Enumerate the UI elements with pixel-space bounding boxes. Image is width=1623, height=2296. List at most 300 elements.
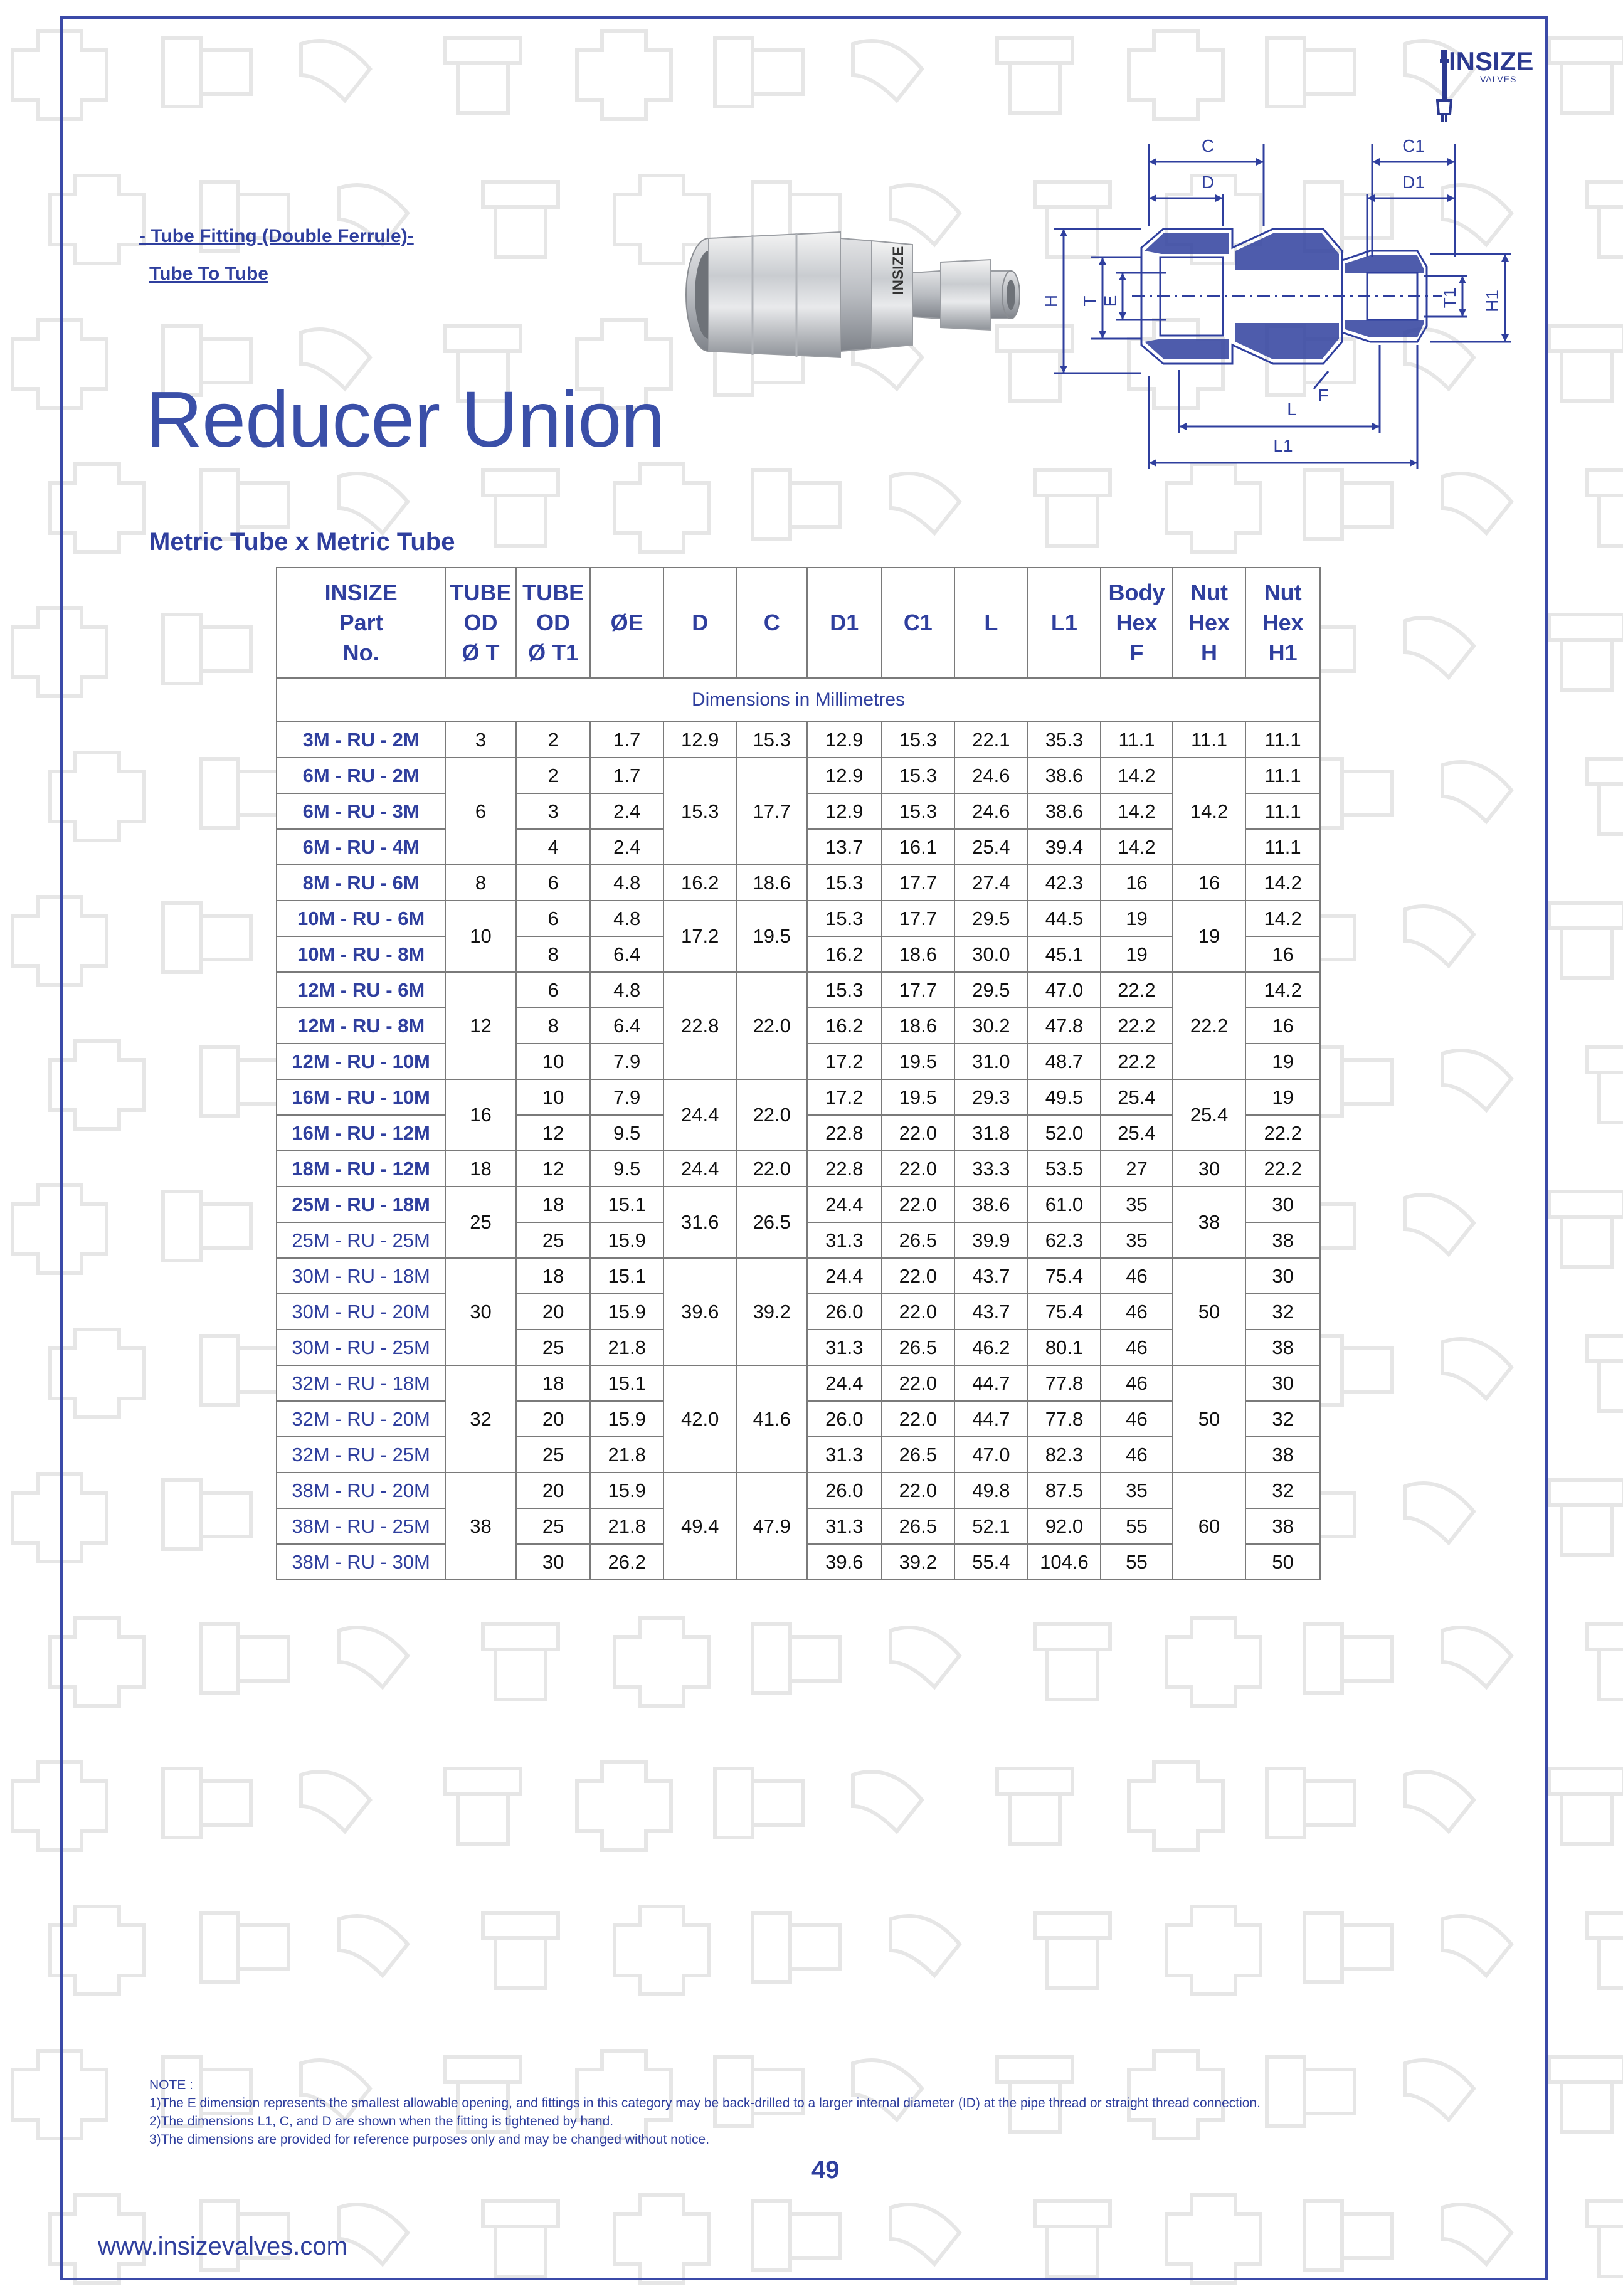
e-value: 15.1: [590, 1258, 663, 1294]
nut-hex1: 16: [1245, 1008, 1320, 1044]
d-value: 39.6: [663, 1258, 737, 1365]
body-hex: 35: [1101, 1222, 1173, 1258]
c1-value: 22.0: [882, 1401, 955, 1437]
l-value: 29.5: [954, 972, 1028, 1008]
col-header-part: INSIZE Part No.: [277, 568, 445, 678]
d1-value: 15.3: [807, 901, 882, 936]
body-hex: 16: [1101, 865, 1173, 901]
part-number: 25M - RU - 18M: [277, 1187, 445, 1222]
l1-value: 45.1: [1028, 936, 1101, 972]
table-row: [277, 758, 1320, 793]
logo-wordmark: INSIZE: [1449, 46, 1534, 76]
col-header-tube-od-t: TUBE OD Ø T: [445, 568, 516, 678]
l-value: 33.3: [954, 1151, 1028, 1187]
table-body: [277, 722, 1320, 1580]
part-number: 3M - RU - 2M: [277, 722, 445, 758]
part-number: 6M - RU - 3M: [277, 793, 445, 829]
c1-value: 22.0: [882, 1365, 955, 1401]
c1-value: 22.0: [882, 1294, 955, 1330]
nut-hex1: 14.2: [1245, 972, 1320, 1008]
c1-value: 15.3: [882, 793, 955, 829]
col-header-c: C: [736, 568, 807, 678]
body-hex: 46: [1101, 1258, 1173, 1294]
e-value: 15.1: [590, 1365, 663, 1401]
tube-od-t1: 18: [516, 1258, 591, 1294]
part-number: 8M - RU - 6M: [277, 865, 445, 901]
page-number: 49: [812, 2156, 840, 2184]
c-value: 41.6: [736, 1365, 807, 1473]
d1-value: 26.0: [807, 1473, 882, 1508]
nut-hex: 50: [1173, 1365, 1246, 1473]
col-header-c1: C1: [882, 568, 955, 678]
product-photo: [684, 213, 1035, 383]
note-item: 2)The dimensions L1, C, and D are shown when the fitting is tightened by hand.: [149, 2114, 614, 2129]
nut-hex1: 38: [1245, 1222, 1320, 1258]
part-number: 32M - RU - 25M: [277, 1437, 445, 1473]
nut-hex: 19: [1173, 901, 1246, 972]
tube-od-t1: 25: [516, 1508, 591, 1544]
c1-value: 22.0: [882, 1115, 955, 1151]
d1-value: 31.3: [807, 1437, 882, 1473]
nut-hex1: 11.1: [1245, 829, 1320, 865]
table-row: [277, 865, 1320, 901]
c1-value: 39.2: [882, 1544, 955, 1580]
note-item: 1)The E dimension represents the smallest allowable opening, and fittings in this category may be back-drilled to a larger internal diameter (ID) at the pipe thread or straight thread connection.: [149, 2096, 1261, 2110]
e-value: 2.4: [590, 829, 663, 865]
c1-value: 18.6: [882, 1008, 955, 1044]
part-number: 6M - RU - 2M: [277, 758, 445, 793]
table-row: [277, 1079, 1320, 1115]
e-value: 7.9: [590, 1079, 663, 1115]
tube-od-t1: 4: [516, 829, 591, 865]
d1-value: 17.2: [807, 1044, 882, 1079]
tube-od-t1: 6: [516, 865, 591, 901]
e-value: 9.5: [590, 1115, 663, 1151]
l-value: 24.6: [954, 793, 1028, 829]
c1-value: 15.3: [882, 758, 955, 793]
c1-value: 17.7: [882, 865, 955, 901]
c1-value: 26.5: [882, 1330, 955, 1365]
body-hex: 11.1: [1101, 722, 1173, 758]
l1-value: 44.5: [1028, 901, 1101, 936]
label-d: D: [1201, 172, 1215, 192]
table-row: [277, 1473, 1320, 1508]
notes: [149, 2076, 1261, 2149]
c1-value: 22.0: [882, 1187, 955, 1222]
tube-od-t: 16: [445, 1079, 516, 1151]
d-value: 16.2: [663, 865, 737, 901]
d1-value: 12.9: [807, 793, 882, 829]
tube-od-t: 38: [445, 1473, 516, 1580]
l1-value: 75.4: [1028, 1258, 1101, 1294]
col-header-d: D: [663, 568, 737, 678]
body-hex: 14.2: [1101, 829, 1173, 865]
l1-value: 80.1: [1028, 1330, 1101, 1365]
tube-od-t: 8: [445, 865, 516, 901]
body-hex: 22.2: [1101, 1044, 1173, 1079]
c1-value: 26.5: [882, 1222, 955, 1258]
note-item: 3)The dimensions are provided for reference purposes only and may be changed without notice.: [149, 2132, 710, 2147]
l-value: 30.2: [954, 1008, 1028, 1044]
l1-value: 61.0: [1028, 1187, 1101, 1222]
tube-od-t1: 3: [516, 793, 591, 829]
photo-brand-text: INSIZE: [890, 246, 907, 295]
nut-hex1: 22.2: [1245, 1115, 1320, 1151]
nut-hex1: 14.2: [1245, 865, 1320, 901]
l-value: 55.4: [954, 1544, 1028, 1580]
units-label: Dimensions in Millimetres: [277, 678, 1320, 722]
e-value: 21.8: [590, 1437, 663, 1473]
c1-value: 19.5: [882, 1079, 955, 1115]
d1-value: 31.3: [807, 1222, 882, 1258]
tube-od-t1: 6: [516, 972, 591, 1008]
page-title: Reducer Union: [145, 375, 665, 463]
e-value: 1.7: [590, 722, 663, 758]
col-header-nut-hex1: Nut Hex H1: [1245, 568, 1320, 678]
body-hex: 14.2: [1101, 758, 1173, 793]
table-row: [277, 1365, 1320, 1401]
tube-od-t1: 10: [516, 1079, 591, 1115]
nut-hex1: 30: [1245, 1258, 1320, 1294]
nut-hex1: 14.2: [1245, 901, 1320, 936]
l-value: 47.0: [954, 1437, 1028, 1473]
l-value: 52.1: [954, 1508, 1028, 1544]
tube-od-t1: 8: [516, 1008, 591, 1044]
c1-value: 16.1: [882, 829, 955, 865]
tube-od-t: 32: [445, 1365, 516, 1473]
tube-od-t1: 12: [516, 1151, 591, 1187]
body-hex: 35: [1101, 1187, 1173, 1222]
c-value: 39.2: [736, 1258, 807, 1365]
nut-hex1: 11.1: [1245, 793, 1320, 829]
d1-value: 12.9: [807, 758, 882, 793]
website-link[interactable]: www.insizevalves.com: [98, 2233, 347, 2260]
label-l1: L1: [1273, 436, 1293, 455]
l1-value: 42.3: [1028, 865, 1101, 901]
body-hex: 19: [1101, 936, 1173, 972]
part-number: 10M - RU - 8M: [277, 936, 445, 972]
l-value: 27.4: [954, 865, 1028, 901]
nut-hex1: 32: [1245, 1401, 1320, 1437]
l1-value: 104.6: [1028, 1544, 1101, 1580]
tube-od-t: 30: [445, 1258, 516, 1365]
technical-drawing: [1016, 125, 1518, 477]
d-value: 17.2: [663, 901, 737, 972]
nut-hex1: 30: [1245, 1365, 1320, 1401]
c-value: 15.3: [736, 722, 807, 758]
l-value: 43.7: [954, 1294, 1028, 1330]
subcategory-link[interactable]: Tube To Tube: [149, 263, 268, 284]
d-value: 12.9: [663, 722, 737, 758]
part-number: 16M - RU - 12M: [277, 1115, 445, 1151]
e-value: 6.4: [590, 1008, 663, 1044]
e-value: 4.8: [590, 972, 663, 1008]
part-number: 6M - RU - 4M: [277, 829, 445, 865]
table-row: [277, 901, 1320, 936]
l1-value: 77.8: [1028, 1401, 1101, 1437]
nut-hex1: 11.1: [1245, 758, 1320, 793]
c-value: 17.7: [736, 758, 807, 865]
d1-value: 22.8: [807, 1151, 882, 1187]
c1-value: 26.5: [882, 1508, 955, 1544]
body-hex: 27: [1101, 1151, 1173, 1187]
tube-od-t: 12: [445, 972, 516, 1079]
e-value: 4.8: [590, 865, 663, 901]
c1-value: 17.7: [882, 972, 955, 1008]
table-row: [277, 1151, 1320, 1187]
c1-value: 19.5: [882, 1044, 955, 1079]
label-l: L: [1287, 399, 1297, 419]
nut-hex: 14.2: [1173, 758, 1246, 865]
col-header-l1: L1: [1028, 568, 1101, 678]
col-header-tube-od-t1: TUBE OD Ø T1: [516, 568, 591, 678]
nut-hex1: 11.1: [1245, 722, 1320, 758]
d1-value: 17.2: [807, 1079, 882, 1115]
e-value: 2.4: [590, 793, 663, 829]
e-value: 15.9: [590, 1401, 663, 1437]
d1-value: 26.0: [807, 1294, 882, 1330]
part-number: 32M - RU - 18M: [277, 1365, 445, 1401]
c1-value: 17.7: [882, 901, 955, 936]
body-hex: 55: [1101, 1508, 1173, 1544]
tube-od-t1: 20: [516, 1473, 591, 1508]
label-c: C: [1201, 136, 1215, 156]
d1-value: 31.3: [807, 1330, 882, 1365]
table-row: [277, 1187, 1320, 1222]
part-number: 38M - RU - 30M: [277, 1544, 445, 1580]
body-hex: 46: [1101, 1365, 1173, 1401]
dimensions-table: [276, 567, 1321, 1580]
nut-hex1: 19: [1245, 1044, 1320, 1079]
body-hex: 46: [1101, 1437, 1173, 1473]
e-value: 21.8: [590, 1508, 663, 1544]
l1-value: 35.3: [1028, 722, 1101, 758]
nut-hex1: 19: [1245, 1079, 1320, 1115]
tube-od-t1: 20: [516, 1401, 591, 1437]
part-number: 16M - RU - 10M: [277, 1079, 445, 1115]
d1-value: 39.6: [807, 1544, 882, 1580]
e-value: 4.8: [590, 901, 663, 936]
nut-hex1: 38: [1245, 1508, 1320, 1544]
col-header-l: L: [954, 568, 1028, 678]
col-header-body-hex: Body Hex F: [1101, 568, 1173, 678]
e-value: 15.9: [590, 1473, 663, 1508]
col-header-nut-hex: Nut Hex H: [1173, 568, 1246, 678]
label-h1: H1: [1483, 290, 1502, 312]
l-value: 25.4: [954, 829, 1028, 865]
tube-od-t1: 2: [516, 758, 591, 793]
part-number: 30M - RU - 20M: [277, 1294, 445, 1330]
part-number: 25M - RU - 25M: [277, 1222, 445, 1258]
units-row: [277, 678, 1320, 722]
nut-hex1: 32: [1245, 1473, 1320, 1508]
tube-od-t: 3: [445, 722, 516, 758]
tube-od-t: 18: [445, 1151, 516, 1187]
nut-hex1: 38: [1245, 1330, 1320, 1365]
e-value: 15.9: [590, 1222, 663, 1258]
part-number: 10M - RU - 6M: [277, 901, 445, 936]
nut-hex1: 50: [1245, 1544, 1320, 1580]
tube-od-t1: 18: [516, 1187, 591, 1222]
nut-hex: 50: [1173, 1258, 1246, 1365]
c1-value: 22.0: [882, 1258, 955, 1294]
tube-od-t1: 25: [516, 1330, 591, 1365]
body-hex: 22.2: [1101, 1008, 1173, 1044]
c-value: 22.0: [736, 972, 807, 1079]
l1-value: 53.5: [1028, 1151, 1101, 1187]
tube-od-t1: 2: [516, 722, 591, 758]
part-number: 38M - RU - 25M: [277, 1508, 445, 1544]
c1-value: 22.0: [882, 1473, 955, 1508]
part-number: 18M - RU - 12M: [277, 1151, 445, 1187]
l1-value: 82.3: [1028, 1437, 1101, 1473]
l-value: 49.8: [954, 1473, 1028, 1508]
part-number: 30M - RU - 25M: [277, 1330, 445, 1365]
l-value: 24.6: [954, 758, 1028, 793]
d-value: 24.4: [663, 1151, 737, 1187]
d1-value: 12.9: [807, 722, 882, 758]
l1-value: 39.4: [1028, 829, 1101, 865]
l-value: 29.3: [954, 1079, 1028, 1115]
c1-value: 26.5: [882, 1437, 955, 1473]
tube-od-t1: 20: [516, 1294, 591, 1330]
l-value: 43.7: [954, 1258, 1028, 1294]
e-value: 15.9: [590, 1294, 663, 1330]
l1-value: 87.5: [1028, 1473, 1101, 1508]
body-hex: 19: [1101, 901, 1173, 936]
e-value: 21.8: [590, 1330, 663, 1365]
part-number: 12M - RU - 8M: [277, 1008, 445, 1044]
col-header-e: ØE: [590, 568, 663, 678]
part-number: 12M - RU - 10M: [277, 1044, 445, 1079]
tube-od-t1: 18: [516, 1365, 591, 1401]
label-d1: D1: [1402, 172, 1425, 192]
body-hex: 55: [1101, 1544, 1173, 1580]
c-value: 22.0: [736, 1079, 807, 1151]
nut-hex: 25.4: [1173, 1079, 1246, 1151]
body-hex: 25.4: [1101, 1115, 1173, 1151]
nut-hex1: 16: [1245, 936, 1320, 972]
label-h: H: [1041, 294, 1060, 308]
part-number: 32M - RU - 20M: [277, 1401, 445, 1437]
tube-od-t1: 8: [516, 936, 591, 972]
tube-od-t1: 25: [516, 1222, 591, 1258]
l1-value: 52.0: [1028, 1115, 1101, 1151]
body-hex: 35: [1101, 1473, 1173, 1508]
d1-value: 24.4: [807, 1365, 882, 1401]
nut-hex: 16: [1173, 865, 1246, 901]
tube-od-t: 6: [445, 758, 516, 865]
nut-hex: 30: [1173, 1151, 1246, 1187]
l1-value: 47.0: [1028, 972, 1101, 1008]
c-value: 47.9: [736, 1473, 807, 1580]
l1-value: 47.8: [1028, 1008, 1101, 1044]
e-value: 6.4: [590, 936, 663, 972]
body-hex: 14.2: [1101, 793, 1173, 829]
e-value: 26.2: [590, 1544, 663, 1580]
l-value: 30.0: [954, 936, 1028, 972]
part-number: 12M - RU - 6M: [277, 972, 445, 1008]
e-value: 7.9: [590, 1044, 663, 1079]
l-value: 22.1: [954, 722, 1028, 758]
c-value: 19.5: [736, 901, 807, 972]
d1-value: 16.2: [807, 936, 882, 972]
section-title: Metric Tube x Metric Tube: [149, 528, 455, 556]
d1-value: 24.4: [807, 1258, 882, 1294]
c1-value: 15.3: [882, 722, 955, 758]
l-value: 31.0: [954, 1044, 1028, 1079]
c-value: 18.6: [736, 865, 807, 901]
l1-value: 75.4: [1028, 1294, 1101, 1330]
d1-value: 15.3: [807, 972, 882, 1008]
label-c1: C1: [1402, 136, 1425, 156]
d1-value: 16.2: [807, 1008, 882, 1044]
l1-value: 49.5: [1028, 1079, 1101, 1115]
d-value: 42.0: [663, 1365, 737, 1473]
l1-value: 48.7: [1028, 1044, 1101, 1079]
e-value: 15.1: [590, 1187, 663, 1222]
label-f: F: [1318, 386, 1329, 405]
body-hex: 46: [1101, 1294, 1173, 1330]
tube-od-t1: 10: [516, 1044, 591, 1079]
label-e: E: [1101, 295, 1120, 307]
label-t1: T1: [1440, 287, 1459, 309]
d1-value: 13.7: [807, 829, 882, 865]
l-value: 46.2: [954, 1330, 1028, 1365]
body-hex: 46: [1101, 1401, 1173, 1437]
table-row: [277, 1258, 1320, 1294]
d-value: 31.6: [663, 1187, 737, 1258]
l1-value: 62.3: [1028, 1222, 1101, 1258]
nut-hex: 11.1: [1173, 722, 1246, 758]
e-value: 9.5: [590, 1151, 663, 1187]
table-row: [277, 972, 1320, 1008]
d-value: 15.3: [663, 758, 737, 865]
logo-subtext: VALVES: [1480, 74, 1517, 84]
tube-od-t: 10: [445, 901, 516, 972]
col-header-d1: D1: [807, 568, 882, 678]
tube-od-t1: 6: [516, 901, 591, 936]
notes-heading: NOTE :: [149, 2078, 194, 2092]
nut-hex: 22.2: [1173, 972, 1246, 1079]
tube-od-t1: 12: [516, 1115, 591, 1151]
body-hex: 22.2: [1101, 972, 1173, 1008]
d1-value: 26.0: [807, 1401, 882, 1437]
part-number: 30M - RU - 18M: [277, 1258, 445, 1294]
body-hex: 25.4: [1101, 1079, 1173, 1115]
c-value: 22.0: [736, 1151, 807, 1187]
d-value: 49.4: [663, 1473, 737, 1580]
l-value: 38.6: [954, 1187, 1028, 1222]
d1-value: 31.3: [807, 1508, 882, 1544]
nut-hex1: 38: [1245, 1437, 1320, 1473]
l1-value: 38.6: [1028, 758, 1101, 793]
nut-hex: 60: [1173, 1473, 1246, 1580]
nut-hex: 38: [1173, 1187, 1246, 1258]
c-value: 26.5: [736, 1187, 807, 1258]
table-row: [277, 722, 1320, 758]
d1-value: 24.4: [807, 1187, 882, 1222]
e-value: 1.7: [590, 758, 663, 793]
l1-value: 92.0: [1028, 1508, 1101, 1544]
l-value: 44.7: [954, 1401, 1028, 1437]
category-link[interactable]: - Tube Fitting (Double Ferrule)-: [139, 226, 414, 246]
tube-od-t1: 25: [516, 1437, 591, 1473]
nut-hex1: 32: [1245, 1294, 1320, 1330]
label-t: T: [1080, 295, 1099, 307]
tube-od-t: 25: [445, 1187, 516, 1258]
body-hex: 46: [1101, 1330, 1173, 1365]
